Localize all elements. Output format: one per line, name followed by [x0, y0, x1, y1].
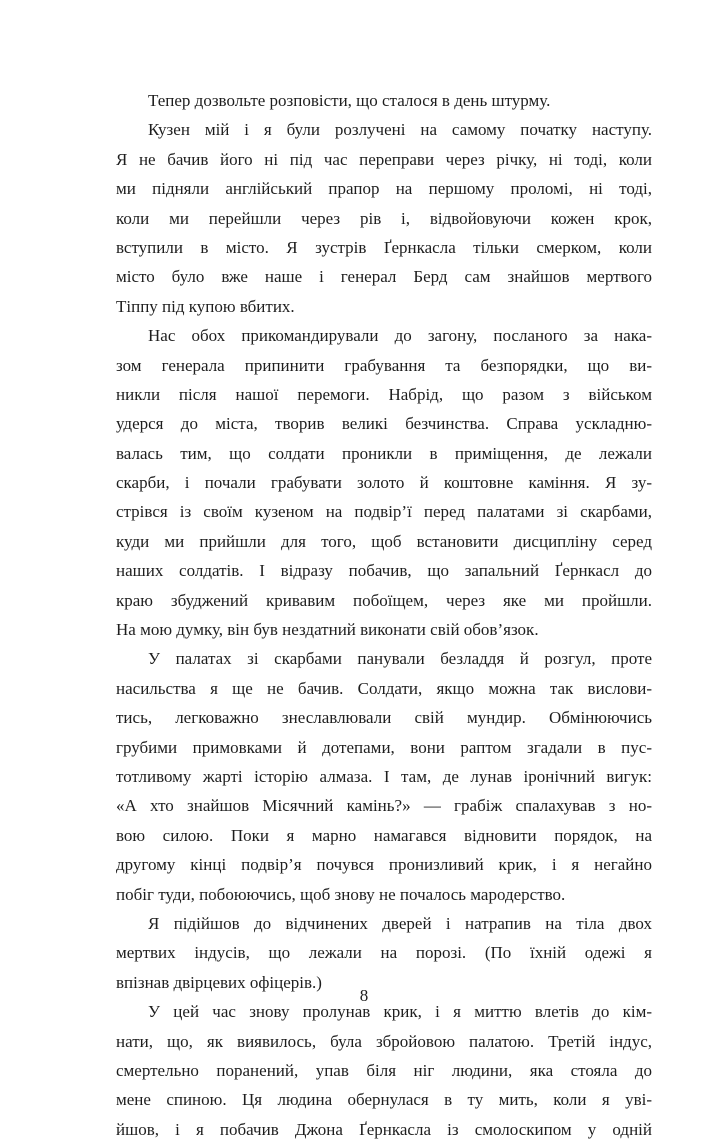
text-line: удерся до міста, творив великі безчинства. Справа ускладню- [116, 414, 652, 434]
text-line: скарби, і почали грабувати золото й коштовне каміння. Я зу- [116, 473, 652, 493]
text-line: ми підняли англійський прапор на першому проломі, ні тоді, [116, 179, 652, 199]
text-line: вою силою. Поки я марно намагався відновити порядок, на [116, 825, 652, 845]
text-line: смертельно поранений, упав біля ніг людини, яка стояла до [116, 1060, 652, 1080]
page-number: 8 [359, 986, 369, 1005]
text-line: Нас обох прикомандирували до загону, посланого за нака- [148, 326, 652, 346]
text-line: краю збуджений кривавим побоїщем, через яке ми пройшли. [116, 590, 652, 610]
text-line: Я не бачив його ні під час переправи через річку, ні тоді, коли [116, 149, 652, 169]
text-line: зом генерала припинити грабування та безпорядки, що ви- [116, 355, 652, 375]
text-line: наших солдатів. І відразу побачив, що запальний Ґернкасл до [116, 561, 652, 581]
text-line: йшов, і я побачив Джона Ґернкасла із смолоскипом у одній [116, 1119, 652, 1139]
text-line: місто було вже наше і генерал Берд сам знайшов мертвого [116, 267, 652, 287]
text-line: мене спиною. Ця людина обернулася в ту мить, коли я уві- [116, 1090, 652, 1110]
text-line: впізнав двірцевих офіцерів.) [116, 972, 322, 992]
text-line: Кузен мій і я були розлучені на самому початку наступу. [148, 120, 652, 140]
paragraph [116, 86, 652, 115]
paragraph [116, 321, 652, 644]
text-line: никли після нашої перемоги. Набрід, що разом з військом [116, 384, 652, 404]
text-line: куди ми прийшли для того, щоб встановити дисципліну серед [116, 531, 652, 551]
text-line: На мою думку, він був нездатний виконати свій обов’язок. [116, 620, 539, 640]
text-line: стрівся із своїм кузеном на подвір’ї перед палатами зі скарбами, [116, 502, 652, 522]
text-line: грубими примовками й дотепами, вони раптом згадали в пус- [116, 737, 652, 757]
text-line: Тепер дозвольте розповісти, що сталося в день штурму. [148, 91, 551, 110]
text-line: мертвих індусів, що лежали на порозі. (По їхній одежі я [116, 943, 652, 963]
text-line: У палатах зі скарбами панували безладдя й розгул, проте [148, 649, 652, 669]
text-line: другому кінці подвір’я почувся пронизливий крик, і я негайно [116, 855, 652, 875]
paragraph [116, 644, 652, 909]
text-line: Тіппу під купою вбитих. [116, 296, 295, 316]
text-line: побіг туди, побоюючись, щоб знову не почалось мародерство. [116, 884, 566, 904]
text-line: тотливому жарті історію алмаза. І там, де лунав іронічний вигук: [116, 766, 652, 786]
text-line: «А хто знайшов Місячний камінь?» — грабіж спалахував з но- [116, 796, 652, 816]
text-line: Я підійшов до відчинених дверей і натрапив на тіла двох [148, 913, 652, 933]
text-line: У цей час знову пролунав крик, і я миттю влетів до кім- [148, 1002, 652, 1022]
text-line: коли ми перейшли через рів і, відвойовуючи кожен крок, [116, 208, 652, 228]
text-line: валась тим, що солдати проникли в приміщення, де лежали [116, 443, 652, 463]
text-line: нати, що, як виявилось, була збройовою палатою. Третій індус, [116, 1031, 652, 1051]
paragraph [116, 115, 652, 321]
text-line: насильства я ще не бачив. Солдати, якщо можна так вислови- [116, 678, 652, 698]
paragraph [116, 909, 652, 997]
text-line: вступили в місто. Я зустрів Ґернкасла тільки смерком, коли [116, 237, 652, 257]
paragraph [116, 997, 652, 1144]
text-line: тись, легковажно знеславлювали свій мундир. Обмінюючись [116, 708, 652, 728]
